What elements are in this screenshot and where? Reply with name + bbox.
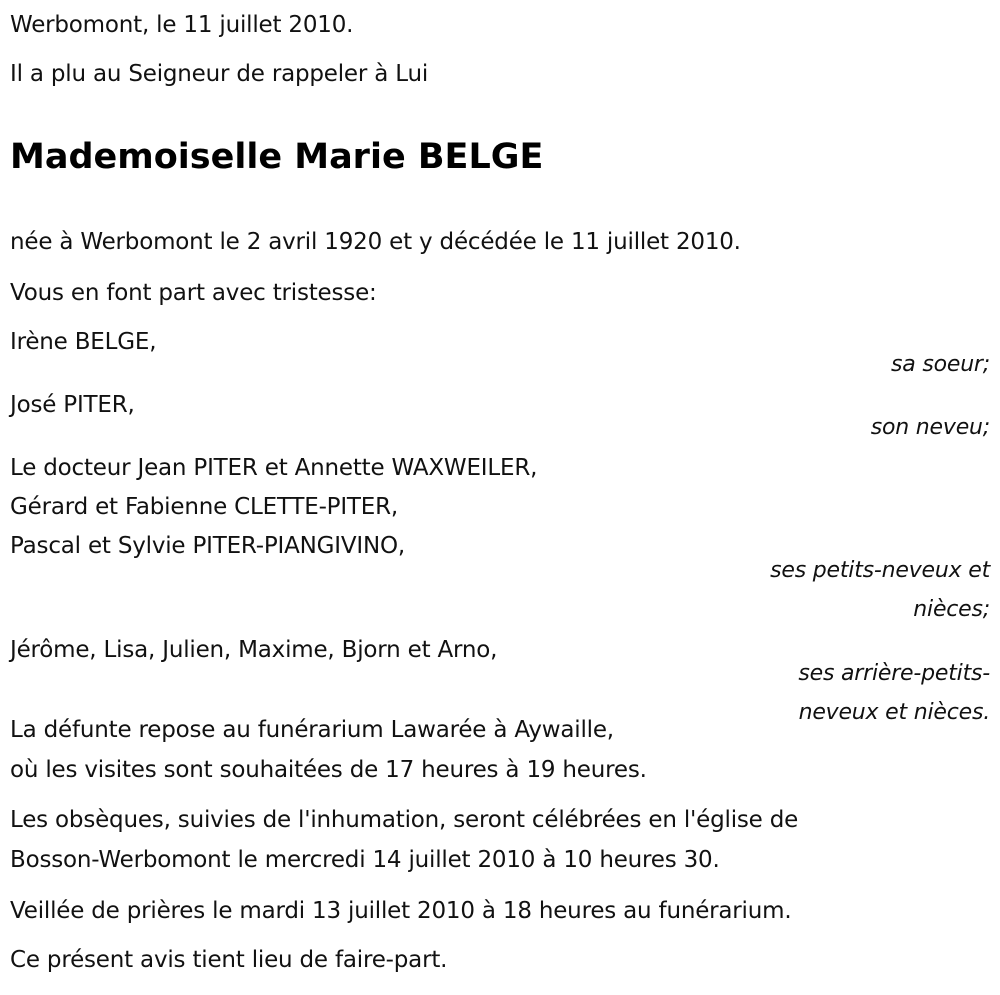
deceased-name: Mademoiselle Marie BELGE [10, 137, 544, 177]
family-name: Jérôme, Lisa, Julien, Maxime, Bjorn et Arno, [10, 637, 498, 663]
family-name: José PITER, [10, 392, 135, 418]
family-relation: neveux et nièces. [798, 700, 990, 725]
repose-text: La défunte repose au funérarium Lawarée à Aywaille, [10, 717, 614, 743]
funeral-text: Les obsèques, suivies de l'inhumation, seront célébrées en l'église de [10, 807, 799, 833]
family-name: Irène BELGE, [10, 329, 157, 355]
visits-text: où les visites sont souhaitées de 17 heures à 19 heures. [10, 757, 647, 783]
family-relation: ses arrière-petits- [798, 661, 990, 686]
family-relation: ses petits-neveux et [770, 558, 990, 583]
closing-text: Ce présent avis tient lieu de faire-part. [10, 947, 448, 973]
family-relation: sa soeur; [891, 352, 990, 377]
place-date: Werbomont, le 11 juillet 2010. [10, 12, 354, 38]
family-relation: nièces; [913, 597, 990, 622]
intro-text: Il a plu au Seigneur de rappeler à Lui [10, 61, 429, 87]
funeral-text: Bosson-Werbomont le mercredi 14 juillet 2010 à 10 heures 30. [10, 847, 720, 873]
family-relation: son neveu; [870, 415, 990, 440]
announcement-text: Vous en font part avec tristesse: [10, 280, 377, 306]
family-name: Gérard et Fabienne CLETTE-PITER, [10, 494, 398, 520]
family-name: Le docteur Jean PITER et Annette WAXWEILER, [10, 455, 538, 481]
birth-death-text: née à Werbomont le 2 avril 1920 et y décédée le 11 juillet 2010. [10, 229, 741, 255]
vigil-text: Veillée de prières le mardi 13 juillet 2010 à 18 heures au funérarium. [10, 898, 792, 924]
family-name: Pascal et Sylvie PITER-PIANGIVINO, [10, 533, 406, 559]
